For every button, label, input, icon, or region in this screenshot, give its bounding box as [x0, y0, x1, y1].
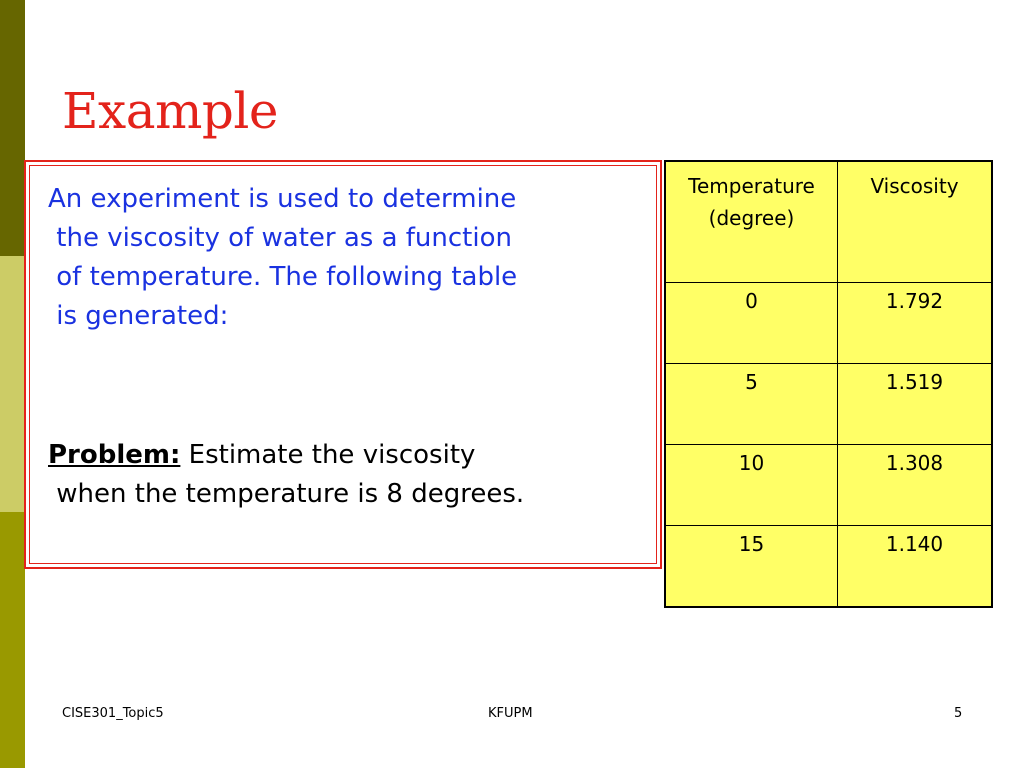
slide-title: Example — [62, 82, 279, 140]
problem-paragraph — [48, 436, 658, 514]
side-bar-bottom — [0, 512, 25, 768]
table-row — [665, 445, 992, 526]
viscosity-table — [664, 160, 993, 608]
table-row — [665, 526, 992, 608]
footer-institution: KFUPM — [488, 706, 533, 721]
problem-text-box — [24, 160, 662, 569]
temperature-cell: 10 — [665, 445, 838, 526]
header-viscosity: Viscosity — [838, 161, 993, 283]
viscosity-cell: 1.792 — [838, 283, 993, 364]
table-row — [665, 364, 992, 445]
table-row — [665, 283, 992, 364]
header-temperature: Temperature (degree) — [665, 161, 838, 283]
table-header-row — [665, 161, 992, 283]
intro-paragraph: An experiment is used to determine the viscosity of water as a function of temperature. The following table is generated: — [48, 184, 518, 331]
viscosity-cell: 1.308 — [838, 445, 993, 526]
temperature-cell: 15 — [665, 526, 838, 608]
viscosity-cell: 1.140 — [838, 526, 993, 608]
temperature-cell: 5 — [665, 364, 838, 445]
viscosity-cell: 1.519 — [838, 364, 993, 445]
temperature-cell: 0 — [665, 283, 838, 364]
problem-label: Problem: — [48, 440, 181, 470]
footer-page-number: 5 — [954, 706, 963, 721]
side-bar-top — [0, 0, 25, 256]
problem-text: Estimate the viscosity when the temperature is 8 degrees. — [56, 440, 525, 509]
footer-course: CISE301_Topic5 — [62, 706, 164, 721]
side-bar-middle — [0, 256, 25, 512]
